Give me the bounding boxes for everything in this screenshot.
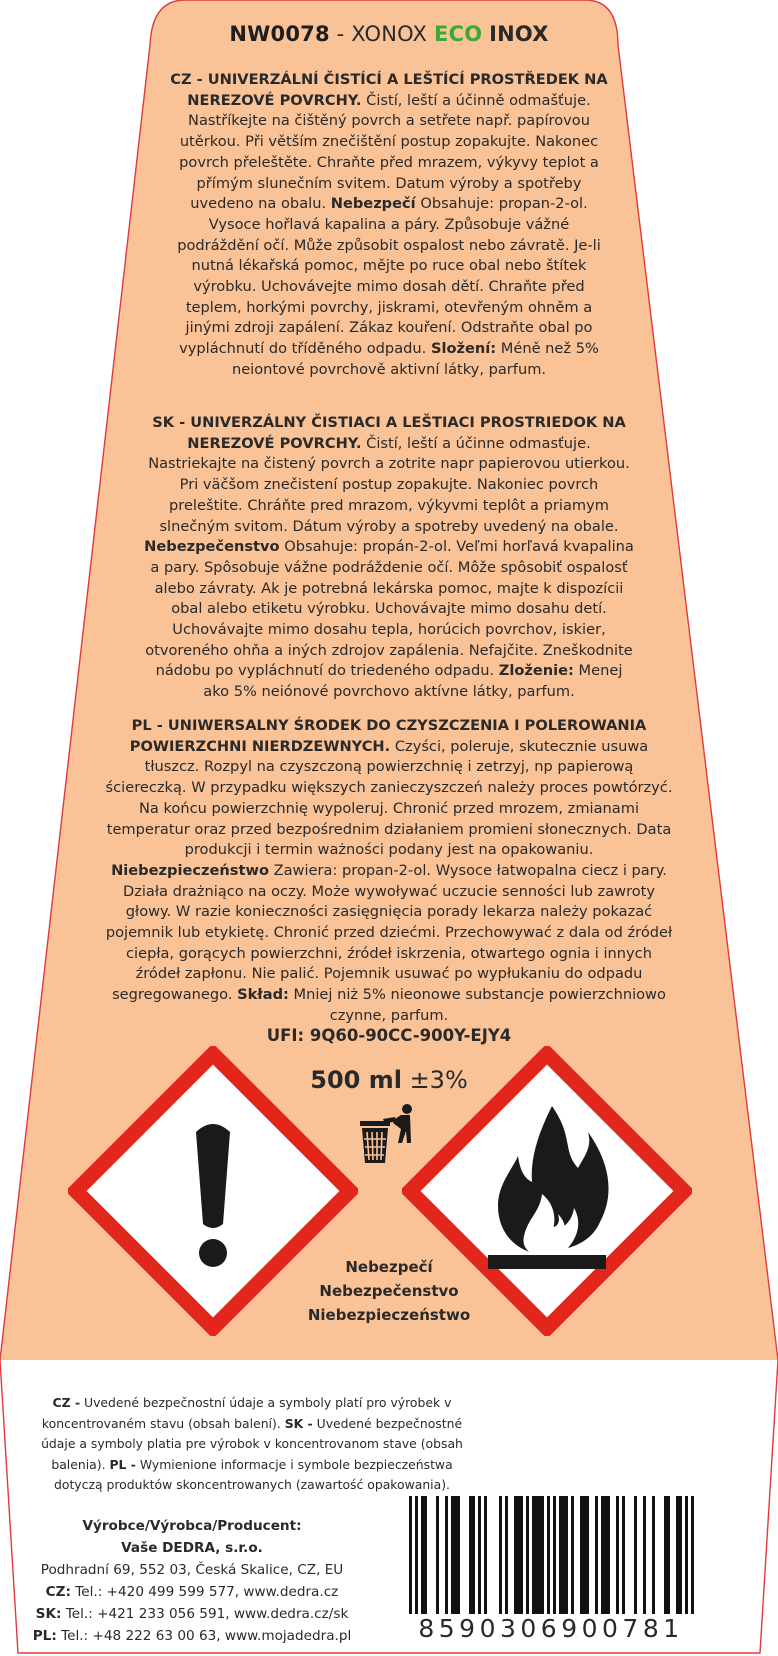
barcode-bar: [595, 1496, 598, 1614]
pl-danger-label: Niebezpieczeństwo: [111, 861, 269, 879]
barcode-bar: [520, 1496, 523, 1614]
eco-label: ECO: [434, 22, 483, 46]
barcode-bar: [499, 1496, 502, 1614]
volume-amount: 500 ml: [310, 1066, 402, 1094]
waste-bin-icon: [355, 1103, 421, 1169]
signal-word-sk: Nebezpečenstvo: [319, 1282, 459, 1300]
sk-composition-text: Menej ako 5% neiónové povrchovo aktívne látky, parfum.: [203, 662, 623, 701]
producer-sk-text: Tel.: +421 233 056 591, www.dedra.cz/sk: [61, 1606, 349, 1622]
barcode-bar: [634, 1496, 637, 1614]
ufi-code: UFI: 9Q60-90CC-900Y-EJY4: [266, 1026, 512, 1045]
pl-description: [105, 716, 673, 1027]
signal-word-cz: Nebezpečí: [345, 1258, 433, 1276]
barcode-bar: [604, 1496, 607, 1614]
barcode-bar: [562, 1496, 565, 1614]
producer-cz-contact: [12, 1581, 372, 1603]
sk-danger-text: Obsahuje: propán-2-ol. Veľmi horľavá kvapalina a pary. Spôsobuje vážne podráždenie očí. Môže spôsobiť ospalosť alebo závraty. Ak je potrebná lekárska pomoc, majte k dispozícii obal alebo etiketu výrobku. Uchovávajte mimo dosahu detí. Uchovávajte mimo dosahu tepla, horúcich povrchov, iskier, otvoreného ohňa a iných zdrojov zapálenia. Nefajčite. Zneškodnite nádobu po vypláchnutí do triedeného odpadu.: [145, 538, 634, 680]
producer-sk-contact: [12, 1603, 372, 1625]
barcode-bar: [622, 1496, 625, 1614]
barcode-bar: [586, 1496, 589, 1614]
concentration-note: [32, 1393, 472, 1496]
cz-danger-label: Nebezpečí: [330, 195, 416, 213]
pl-danger-text: Zawiera: propan-2-ol. Wysoce łatwopalna ciecz i pary. Działa drażniąco na oczy. Może wywoływać uczucie senności lub zawroty głowy. W razie konieczności zasięgnięcia porady lekarza należy pokazać pojemnik lub etykietę. Chronić przed dziećmi. Przechowywać z dala od źródeł ciepła, gorących powierzchni, źródeł iskrzenia, otwartego ognia i innych źródeł zapłonu. Nie palić. Pojemnik usuwać po wypłukaniu do odpadu segregowanego.: [105, 861, 673, 1004]
barcode-bar: [415, 1496, 418, 1614]
producer-pl-contact: [12, 1625, 372, 1647]
producer-cz-label: CZ:: [45, 1584, 71, 1600]
inox-label: INOX: [489, 22, 549, 46]
barcode-bar: [652, 1496, 655, 1614]
cz-description: [168, 70, 610, 381]
barcode-bar: [457, 1496, 460, 1614]
cz-composition-label: Složení:: [430, 340, 497, 358]
barcode-bar: [676, 1496, 679, 1614]
brand-name: - XONOX: [329, 22, 435, 46]
barcode-bars: [392, 1496, 710, 1614]
barcode-bar: [436, 1496, 439, 1614]
barcode-digits: 8590306900781: [418, 1614, 684, 1643]
barcode-bar: [526, 1496, 529, 1614]
note-pl-text: Wymienione informacje i symbole bezpieczeństwa dotyczą produktów skoncentrowanych (zawartość opakowania).: [54, 1456, 453, 1492]
barcode-bar: [685, 1496, 688, 1614]
pl-heading: PL - UNIWERSALNY ŚRODEK DO CZYSZCZENIA I POLEROWANIA POWIERZCHNI NIERDZEWNYCH.: [129, 717, 647, 755]
barcode-bar: [514, 1496, 517, 1614]
producer-address: Podhradní 69, 552 03, Česká Skalice, CZ, EU: [40, 1562, 344, 1578]
cz-composition-text: Méně než 5% neiontové povrchově aktivní látky, parfum.: [231, 340, 599, 378]
sk-text: Čistí, leští a účinne odmasťuje. Nastriekajte na čistený povrch a zotrite napr papierovou utierkou. Pri väčšom znečistení postup zopakujte. Nakoniec povrch preleštite. Chráňte pred mrazom, výkyvmi teplôt a priamym slnečným svitom. Dátum výroby a spotreby uvedený na obale.: [148, 434, 630, 535]
signal-words: [0, 1255, 778, 1327]
producer-pl-text: Tel.: +48 222 63 00 63, www.mojadedra.pl: [56, 1628, 352, 1644]
barcode-bar: [691, 1496, 694, 1614]
producer-sk-label: SK:: [35, 1606, 62, 1622]
barcode-bar: [679, 1496, 682, 1614]
barcode-bar: [571, 1496, 574, 1614]
note-cz-text: Uvedené bezpečnostní údaje a symboly platí pro výrobek v koncentrovaném stavu (obsah balení).: [41, 1395, 452, 1431]
barcode-bar: [607, 1496, 610, 1614]
product-code: NW0078: [229, 22, 330, 46]
barcode-bar: [667, 1496, 670, 1614]
barcode-bar: [469, 1496, 472, 1614]
sk-composition-label: Zloženie:: [498, 662, 574, 680]
barcode-bar: [451, 1496, 454, 1614]
barcode-bar: [583, 1496, 586, 1614]
barcode-bar: [535, 1496, 538, 1614]
producer-pl-label: PL:: [32, 1628, 57, 1644]
barcode-bar: [424, 1496, 427, 1614]
signal-word-pl: Niebezpieczeństwo: [307, 1306, 471, 1324]
note-pl-label: PL -: [109, 1456, 136, 1472]
volume-tolerance: ±3%: [401, 1066, 468, 1094]
barcode: [392, 1496, 710, 1646]
barcode-bar: [547, 1496, 550, 1614]
producer-heading: Výrobce/Výrobca/Producent:: [82, 1518, 302, 1534]
barcode-bar: [616, 1496, 619, 1614]
producer-cz-text: Tel.: +420 499 599 577, www.dedra.cz: [70, 1584, 339, 1600]
note-sk-label: SK -: [284, 1415, 313, 1431]
barcode-bar: [538, 1496, 541, 1614]
barcode-bar: [559, 1496, 562, 1614]
sk-description: [143, 413, 635, 703]
cz-text: Čistí, leští a účinně odmašťuje. Nastříkejte na čištěný povrch a setřete např. papírovou utěrkou. Při větším znečištění postup zopakujte. Nakonec povrch přeleštěte. Chraňte před mrazem, výkyvy teplot a přímým slunečním svitem. Datum výroby a spotřeby uvedeno na obalu.: [179, 91, 599, 213]
barcode-bar: [409, 1496, 412, 1614]
producer-info: [12, 1515, 372, 1647]
barcode-bar: [472, 1496, 475, 1614]
barcode-bar: [532, 1496, 535, 1614]
note-cz-label: CZ -: [52, 1395, 81, 1410]
barcode-bar: [664, 1496, 667, 1614]
barcode-bar: [517, 1496, 520, 1614]
barcode-bar: [553, 1496, 556, 1614]
barcode-bar: [484, 1496, 487, 1614]
cz-heading: CZ - UNIVERZÁLNÍ ČISTÍCÍ A LEŠTÍCÍ PROSTŘEDEK NA NEREZOVÉ POVRCHY.: [170, 71, 608, 109]
cz-danger-text: Obsahuje: propan-2-ol. Vysoce hořlavá kapalina a páry. Způsobuje vážné podráždění očí. Může způsobit ospalost nebo závratě. Je-li nutná lékařská pomoc, mějte po ruce obal nebo štítek výrobku. Uchovávejte mimo dosah dětí. Chraňte před teplem, horkými povrchy, jiskrami, otevřeným ohněm a jinými zdroji zapálení. Zákaz kouření. Odstraňte obal po vypláchnutí do tříděného odpadu.: [177, 195, 601, 358]
barcode-bar: [580, 1496, 583, 1614]
barcode-bar: [565, 1496, 568, 1614]
barcode-bar: [445, 1496, 448, 1614]
product-title: [0, 22, 778, 46]
barcode-bar: [454, 1496, 457, 1614]
barcode-bar: [643, 1496, 646, 1614]
pl-composition-label: Skład:: [237, 986, 289, 1004]
barcode-bar: [505, 1496, 508, 1614]
pl-text: Czyści, poleruje, skutecznie usuwa tłuszcz. Rozpyl na czyszczoną powierzchnię i zetrzyj, np papierową ściereczką. W przypadku większych zanieczyszczeń należy proces powtórzyć. Na końcu powierzchnię wypoleruj. Chronić przed mrozem, zmianami temperatur oraz przed bezpośrednim działaniem promieni słonecznych. Data produkcji i termin ważności podany jest na opakowaniu.: [105, 737, 673, 859]
barcode-bar: [541, 1496, 544, 1614]
barcode-bar: [478, 1496, 481, 1614]
producer-company: Vaše DEDRA, s.r.o.: [121, 1540, 263, 1556]
sk-heading: SK - UNIVERZÁLNY ČISTIACI A LEŠTIACI PROSTRIEDOK NA NEREZOVÉ POVRCHY.: [152, 414, 626, 452]
note-sk-text: Uvedené bezpečnostné údaje a symboly platia pre výrobok v koncentrovanom stave (obsah balenia).: [41, 1415, 463, 1472]
barcode-bar: [421, 1496, 424, 1614]
barcode-bar: [601, 1496, 604, 1614]
pl-composition-text: Mniej niż 5% nieonowe substancje powierzchniowo czynne, parfum.: [288, 986, 666, 1024]
sk-danger-label: Nebezpečenstvo: [144, 538, 280, 556]
